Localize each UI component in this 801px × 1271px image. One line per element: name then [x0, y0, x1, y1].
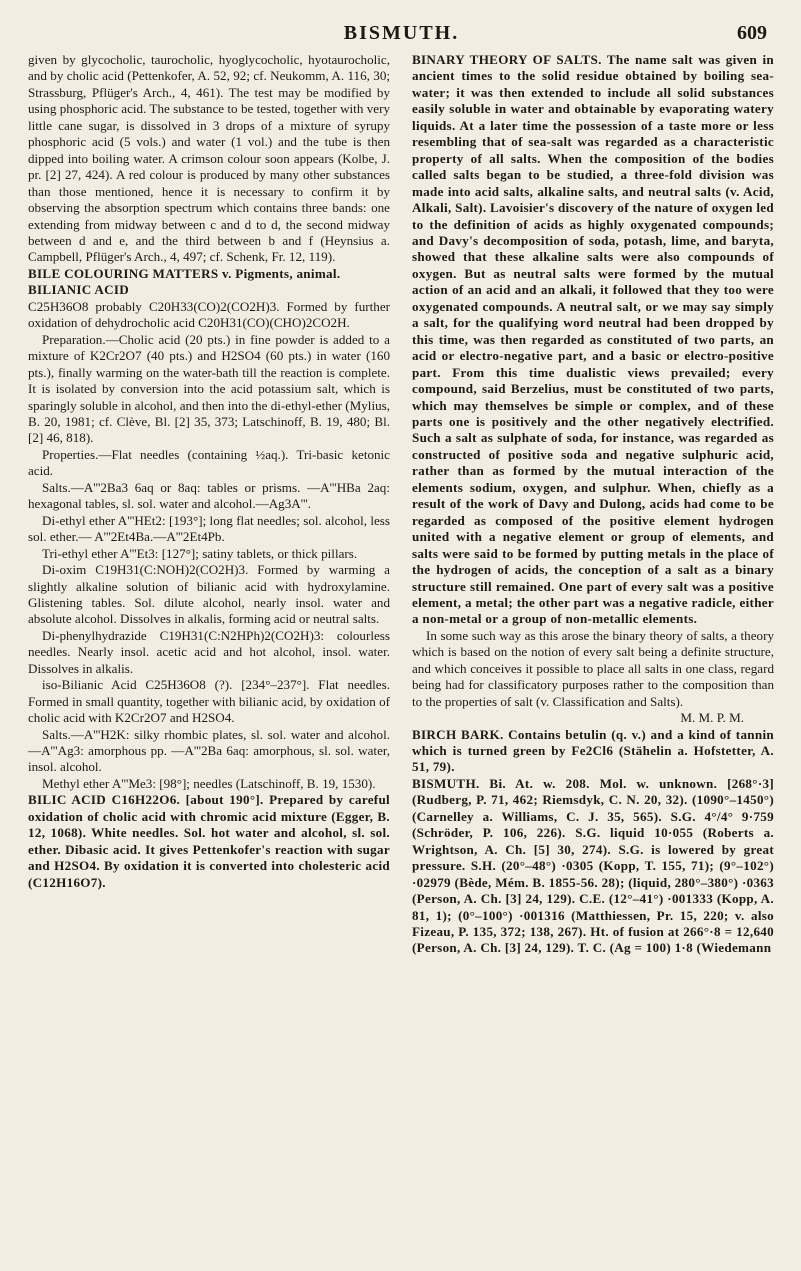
paragraph: Tri-ethyl ether A'''Et3: [127°]; satiny tablets, or thick pillars.: [42, 545, 358, 561]
entry-heading: BIRCH BARK. Contains betulin (q. v.) and a kind of tannin which is turned green by Fe2Cl6 (Stähelin a. Hofstetter, A. 51, 79).: [412, 726, 774, 775]
entry-heading: BILIC ACID C16H22O6. [about 190°]. Prepared by careful oxidation of cholic acid with chromic acid mixture (Egger, B. 12, 1068). White needles. Sol. hot water and alcohol, sl. sol. ether. Dibasic acid. It gives Pettenkofer's reaction with sugar and H2SO4. By oxidation it is converted into cholesteric acid (C12H16O7).: [28, 792, 390, 890]
paragraph: Salts.—A'''H2K: silky rhombic plates, sl. sol. water and alcohol.—A'''Ag3: amorphous pp. —A'''2Ba 6aq: amorphous, sl. sol. water, insol. alcohol.: [28, 726, 390, 775]
author-initials: M. M. P. M.: [680, 710, 744, 726]
paragraph: Preparation.—Cholic acid (20 pts.) in fine powder is added to a mixture of K2Cr2O7 (40 pts.) and H2SO4 (60 pts.) in water (160 pts.), finally warming on the water-bath till the reaction is complete. It is isolated by conversion into the acid potassium salt, which is sparingly soluble in alcohol, and then into the di-ethyl-ether (Mylius, B. 20, 1981; cf. Clève, Bl. [2] 35, 373; Latschinoff, B. 19, 480; Bl. [2] 46, 818).: [28, 331, 390, 446]
entry-heading: BISMUTH. Bi. At. w. 208. Mol. w. unknown. [268°·3] (Rudberg, P. 71, 462; Riemsdyk, C. N. 20, 32). (1090°–1450°) (Carnelley a. Williams, C. J. 35, 565). S.G. 4°/4° 9·759 (Schröder, P. 106, 226). S.G. liquid 10·055 (Roberts a. Wrightson, A. Ch. [5] 30, 274). S.G. is lowered by great pressure. S.H. (20°–48°) ·0305 (Kopp, T. 155, 71); (9°–102°) ·02979 (Bède, Mém. B. 1855-56. 28); (liquid, 280°–380°) ·0363 (Person, A. Ch. [3] 24, 129). C.E. (12°–41°) ·001333 (Kopp, A. 81, 1); (0°–100°) ·001316 (Matthiessen, Pr. 15, 220; v. also Fizeau, P. 135, 372; 138, 267). Ht. of fusion at 266°·8 = 12,640 (Person, A. Ch. [3] 24, 129). T. C. (Ag = 100) 1·8 (Wiedemann: [412, 775, 774, 956]
paragraph: iso-Bilianic Acid C25H36O8 (?). [234°–237°]. Flat needles. Formed in small quantity, together with bilianic acid, by oxidation of cholic acid with K2Cr2O7 and H2SO4.: [28, 677, 390, 726]
entry-heading: BINARY THEORY OF SALTS. The name salt was given in ancient times to the solid residue obtained by boiling sea-water; it was then extended to include all solid substances easily soluble in water and obtainable by evaporating watery liquids. At a later time the possession of a taste more or less resembling that of sea-salt was regarded as a characteristic property of all salts. When the composition of the bodies called salts began to be studied, a three-fold division was made into acid salts, alkaline salts, and neutral salts (v. Acid, Alkali, Salt). Lavoisier's discovery of the nature of oxygen led to the definition of acids as highly oxygenated compounds; and Davy's decomposition of soda, potash, lime, and baryta, showed that these alkaline salts were also compounds of oxygen. But as neutral salts were formed by the mutual action of an acid and an alkali, it followed that they too were oxygenated compounds. A neutral salt, or we may say simply a salt, for the qualifying word neutral had been dropped by this time, was then regarded as constituted of two parts, an acid or electro-negative part, and a basic or electro-positive part. From this time dualistic views prevailed; every compound, said Berzelius, must be constituted of two parts, which may themselves be simple or complex, and of these parts one is positively and the other negatively electrified. Such a salt as sulphate of soda, for instance, was regarded as constructed of positive soda and negative sulphuric acid, rather than as formed by the mutual interaction of the elements sodium, oxygen, and sulphur. When, chiefly as a result of the work of Davy and Dulong, acids had come to be regarded as composed of the positive element hydrogen united with a negative element or group of elements, and salts were said to be formed by putting metals in the place of the hydrogen of acids, the conception of a salt as a binary structure still remained. One part of every salt was a positive element, a metal; the other part was a negative radicle, either a non-metal or a group of non-metallic elements.: [412, 52, 774, 627]
paragraph: In some such way as this arose the binary theory of salts, a theory which is based on the notion of every salt being a definite structure, and which conceives it possible to place all salts in one class, regard being had for classificatory purposes rather to the composition than to the properties of salt (v. Classification and Salts).: [412, 627, 774, 709]
page-number: 609: [737, 22, 767, 44]
paragraph: Di-phenylhydrazide C19H31(C:N2HPh)2(CO2H)3: colourless needles. Nearly insol. acetic acid and hot alcohol, insol. water. Dissolves in alkalis.: [28, 627, 390, 676]
paragraph: Properties.—Flat needles (containing ½aq.). Tri-basic ketonic acid.: [28, 446, 390, 479]
paragraph: Methyl ether A'''Me3: [98°]; needles (Latschinoff, B. 19, 1530).: [42, 775, 376, 791]
text-columns: [28, 52, 775, 957]
entry-heading: BILE COLOURING MATTERS v. Pigments, animal.: [28, 265, 341, 281]
page-header: [28, 18, 775, 48]
paragraph: Di-ethyl ether A'''HEt2: [193°]; long flat needles; sol. alcohol, less sol. ether.— A'''2Et4Ba.—A'''2Et4Pb.: [28, 512, 390, 545]
entry-heading: BILIANIC ACID: [28, 282, 130, 298]
right-column: [412, 52, 774, 957]
paragraph: Di-oxim C19H31(C:NOH)2(CO2H)3. Formed by warming a slightly alkaline solution of bilianic acid with hydroxylamine. Glistening tables. Sol. dilute alcohol, nearly insol. water and absolute alcohol. Dissolves in alkalis, forming acid or neutral salts.: [28, 562, 390, 627]
paragraph: Salts.—A'''2Ba3 6aq or 8aq: tables or prisms. —A'''HBa 2aq: hexagonal tables, sl. sol. water and alcohol.—Ag3A'''.: [28, 479, 390, 512]
paragraph: C25H36O8 probably C20H33(CO)2(CO2H)3. Formed by further oxidation of dehydrocholic acid C20H31(CO)(CHO)2CO2H.: [28, 298, 390, 331]
paragraph: given by glycocholic, taurocholic, hyoglycocholic, hyotaurocholic, and by cholic acid (Pettenkofer, A. 52, 92; cf. Neukomm, A. 116, 30; Strassburg, Pflüger's Arch., 4, 461). The test may be modified by using phosphoric acid. The substance to be tested, together with very little cane sugar, is dissolved in 3 drops of a mixture of syrupy phosphoric acid (5 vols.) and water (1 vol.) and the tube is then dipped into boiling water. A crimson colour soon appears (Kolbe, J. pr. [2] 27, 424). A red colour is produced by many other substances than those mentioned, hence it is necessary to confirm it by observing the absorption spectrum which contains three bands: one extending from midway between c and d to d, the second midway between d and e, and the third between b and f (Heynsius a. Campbell, Pflüger's Arch., 4, 497; cf. Schenk, Fr. 12, 119).: [28, 52, 390, 265]
left-column: [28, 52, 390, 957]
running-head: BISMUTH.: [343, 22, 460, 44]
